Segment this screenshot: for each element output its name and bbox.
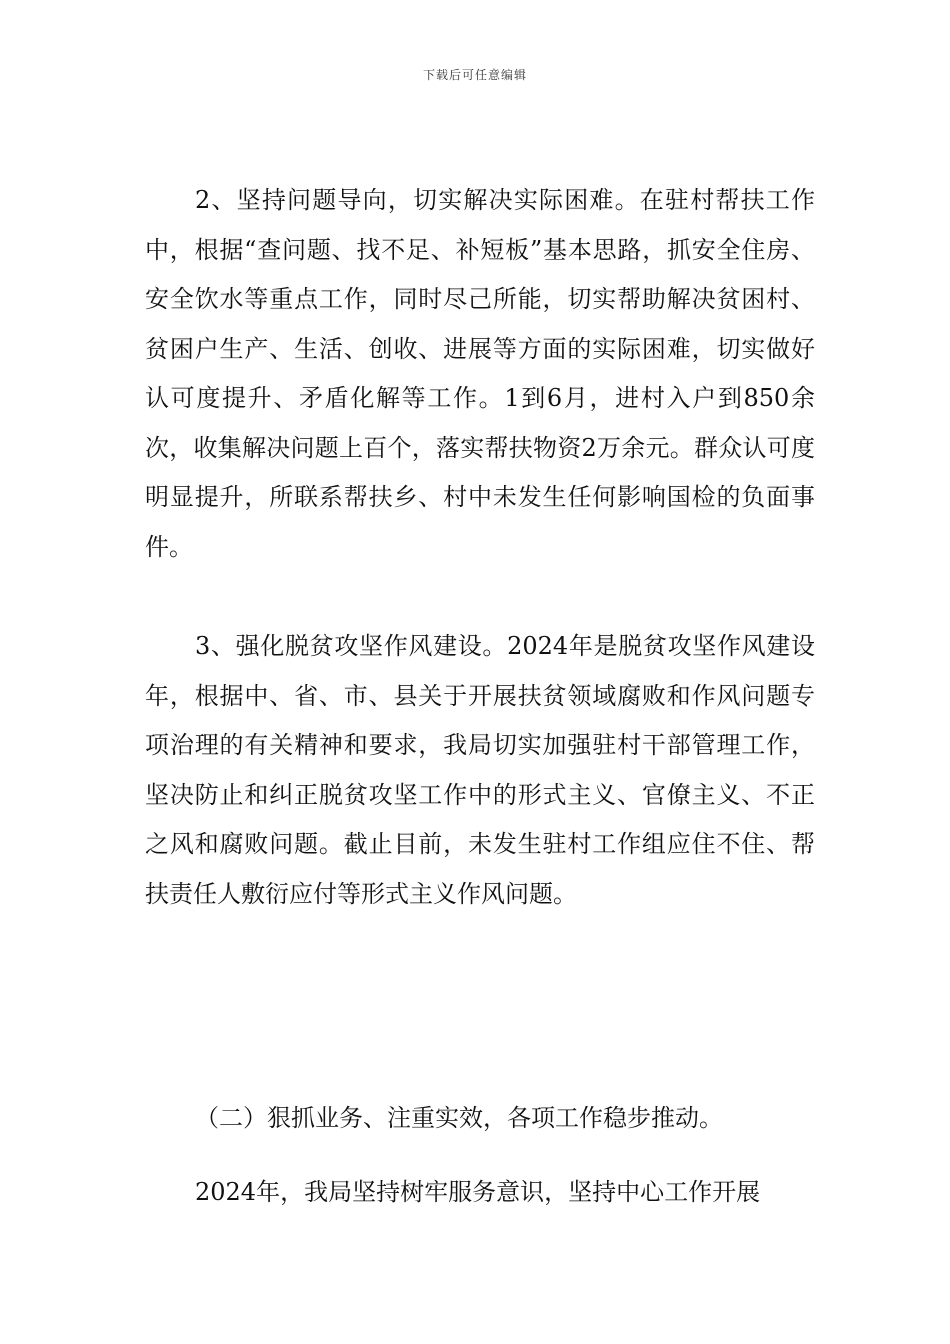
paragraph-item-3: 3、强化脱贫攻坚作风建设。2024年是脱贫攻坚作风建设年，根据中、省、市、县关于开展扶贫领域腐败和作风问题专项治理的有关精神和要求，我局切实加强驻村干部管理工作，坚决防止和纠正脱贫攻坚工作中的形式主义、官僚主义、不正之风和腐败问题。截止目前，未发生驻村工作组应住不住、帮扶责任人敷衍应付等形式主义作风问题。 (145, 632, 815, 908)
paragraph-intro: 2024年，我局坚持树牢服务意识，坚持中心工作开展 (195, 1178, 761, 1206)
paragraph-item-2: 2、坚持问题导向，切实解决实际困难。在驻村帮扶工作中，根据“查问题、找不足、补短板”基本思路，抓安全住房、安全饮水等重点工作，同时尽己所能，切实帮助解决贫困村、贫困户生产、生活、创收、进展等方面的实际困难，切实做好认可度提升、矛盾化解等工作。1到6月，进村入户到850余次，收集解决问题上百个，落实帮扶物资2万余元。群众认可度明显提升，所联系帮扶乡、村中未发生任何影响国检的负面事件。 (145, 186, 815, 561)
page-header: 下载后可任意编辑 (422, 68, 527, 82)
section-heading-2: （二）狠抓业务、注重实效，各项工作稳步推动。 (195, 1104, 723, 1132)
